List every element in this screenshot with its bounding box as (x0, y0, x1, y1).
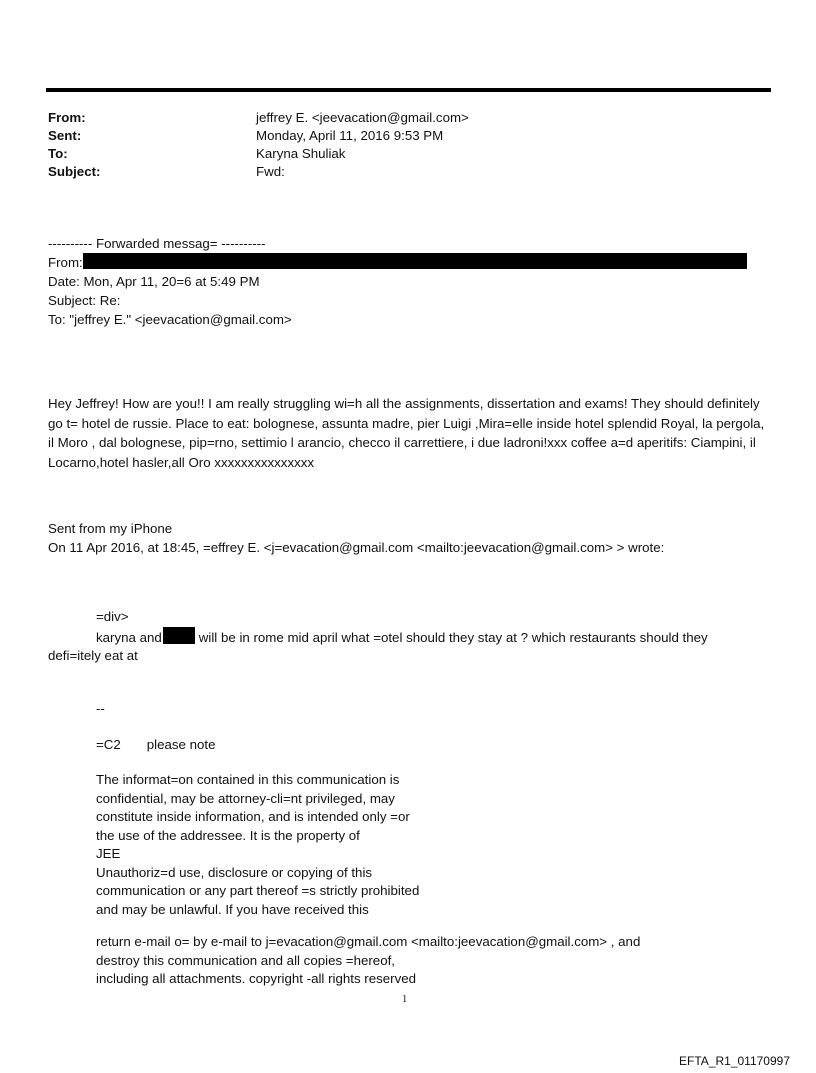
disclaimer-line: constitute inside information, and is intended only =or (96, 809, 410, 824)
redaction-bar (163, 627, 195, 644)
forwarded-date-line: Date: Mon, Apr 11, 20=6 at 5:49 PM (48, 274, 260, 289)
disclaimer-line: communication or any part thereof =s strictly prohibited (96, 883, 420, 898)
return-notice-line: destroy this communication and all copies =hereof, (96, 952, 395, 968)
forwarded-headers (48, 234, 747, 329)
disclaimer-block (96, 771, 419, 919)
return-notice-line: including all attachments. copyright -all rights reserved (96, 971, 417, 986)
return-notice-line: return e-mail o= by e-mail to j=evacation@gmail.com <mailto:jeevacation@gmail.com> , and (96, 934, 641, 949)
forwarded-from-line (48, 253, 747, 272)
subject-label: Subject: (48, 164, 101, 179)
redaction-bar (83, 253, 747, 269)
reply-body: Hey Jeffrey! How are you!! I am really struggling wi=h all the assignments, dissertation and exams! They should definitely go t= hotel de russie. Place to eat: bolognese, assunta madre, pier Luigi ,Mira=elle inside hotel splendid Royal, la pergola, il Moro , dal bolognese, pip=rno, settimio l arancio, checco il carrettiere, i due ladroni!xxx coffee a=d aperitifs: Ciampini, il Locarno,hotel hasler,all Oro xxxxxxxxxxxxxxx (48, 396, 765, 470)
bates-number: EFTA_R1_01170997 (679, 1054, 790, 1068)
signature-dashes: -- (96, 701, 105, 716)
return-notice-block (96, 933, 640, 989)
note-line (96, 736, 216, 755)
from-label: From: (48, 110, 86, 125)
subject-value: Fwd: (256, 164, 285, 179)
quoted-line-1-end: will be in rome mid april what =otel should they stay at ? which restaurants should they (198, 630, 708, 645)
quoted-line-1 (96, 627, 708, 648)
header-rule (46, 88, 771, 92)
disclaimer-line: confidential, may be attorney-cli=nt privileged, may (96, 790, 395, 806)
forwarded-from-label: From: (48, 255, 83, 270)
disclaimer-line: JEE (96, 846, 121, 861)
quoted-line-2: defi=itely eat at (48, 648, 138, 663)
signature-line: Sent from my iPhone (48, 521, 173, 536)
reply-footer (48, 519, 664, 557)
sent-label: Sent: (48, 128, 82, 143)
sent-value: Monday, April 11, 2016 9:53 PM (256, 128, 444, 143)
disclaimer-line: the use of the addressee. It is the property of (96, 827, 360, 843)
page-number: 1 (402, 994, 408, 1005)
disclaimer-line: The informat=on contained in this communication is (96, 772, 400, 787)
to-value: Karyna Shuliak (256, 146, 346, 161)
disclaimer-line: and may be unlawful. If you have received this (96, 901, 369, 917)
forwarded-to-line: To: "jeffrey E." <jeevacation@gmail.com> (48, 312, 292, 327)
note-text: please note (146, 737, 216, 752)
from-value: jeffrey E. <jeevacation@gmail.com> (256, 110, 469, 125)
quoted-line-1-start: karyna and (96, 630, 162, 645)
forwarded-divider: ---------- Forwarded messag= ---------- (48, 236, 266, 251)
quote-attribution-line: On 11 Apr 2016, at 18:45, =effrey E. <j=evacation@gmail.com <mailto:jeevacation@gmail.com> > wrote: (48, 540, 665, 555)
disclaimer-line: Unauthoriz=d use, disclosure or copying of this (96, 864, 373, 880)
note-code: =C2 (96, 737, 121, 752)
forwarded-subject-line: Subject: Re: (48, 293, 121, 308)
div-tag-line: =div> (96, 609, 129, 624)
to-label: To: (48, 146, 68, 161)
